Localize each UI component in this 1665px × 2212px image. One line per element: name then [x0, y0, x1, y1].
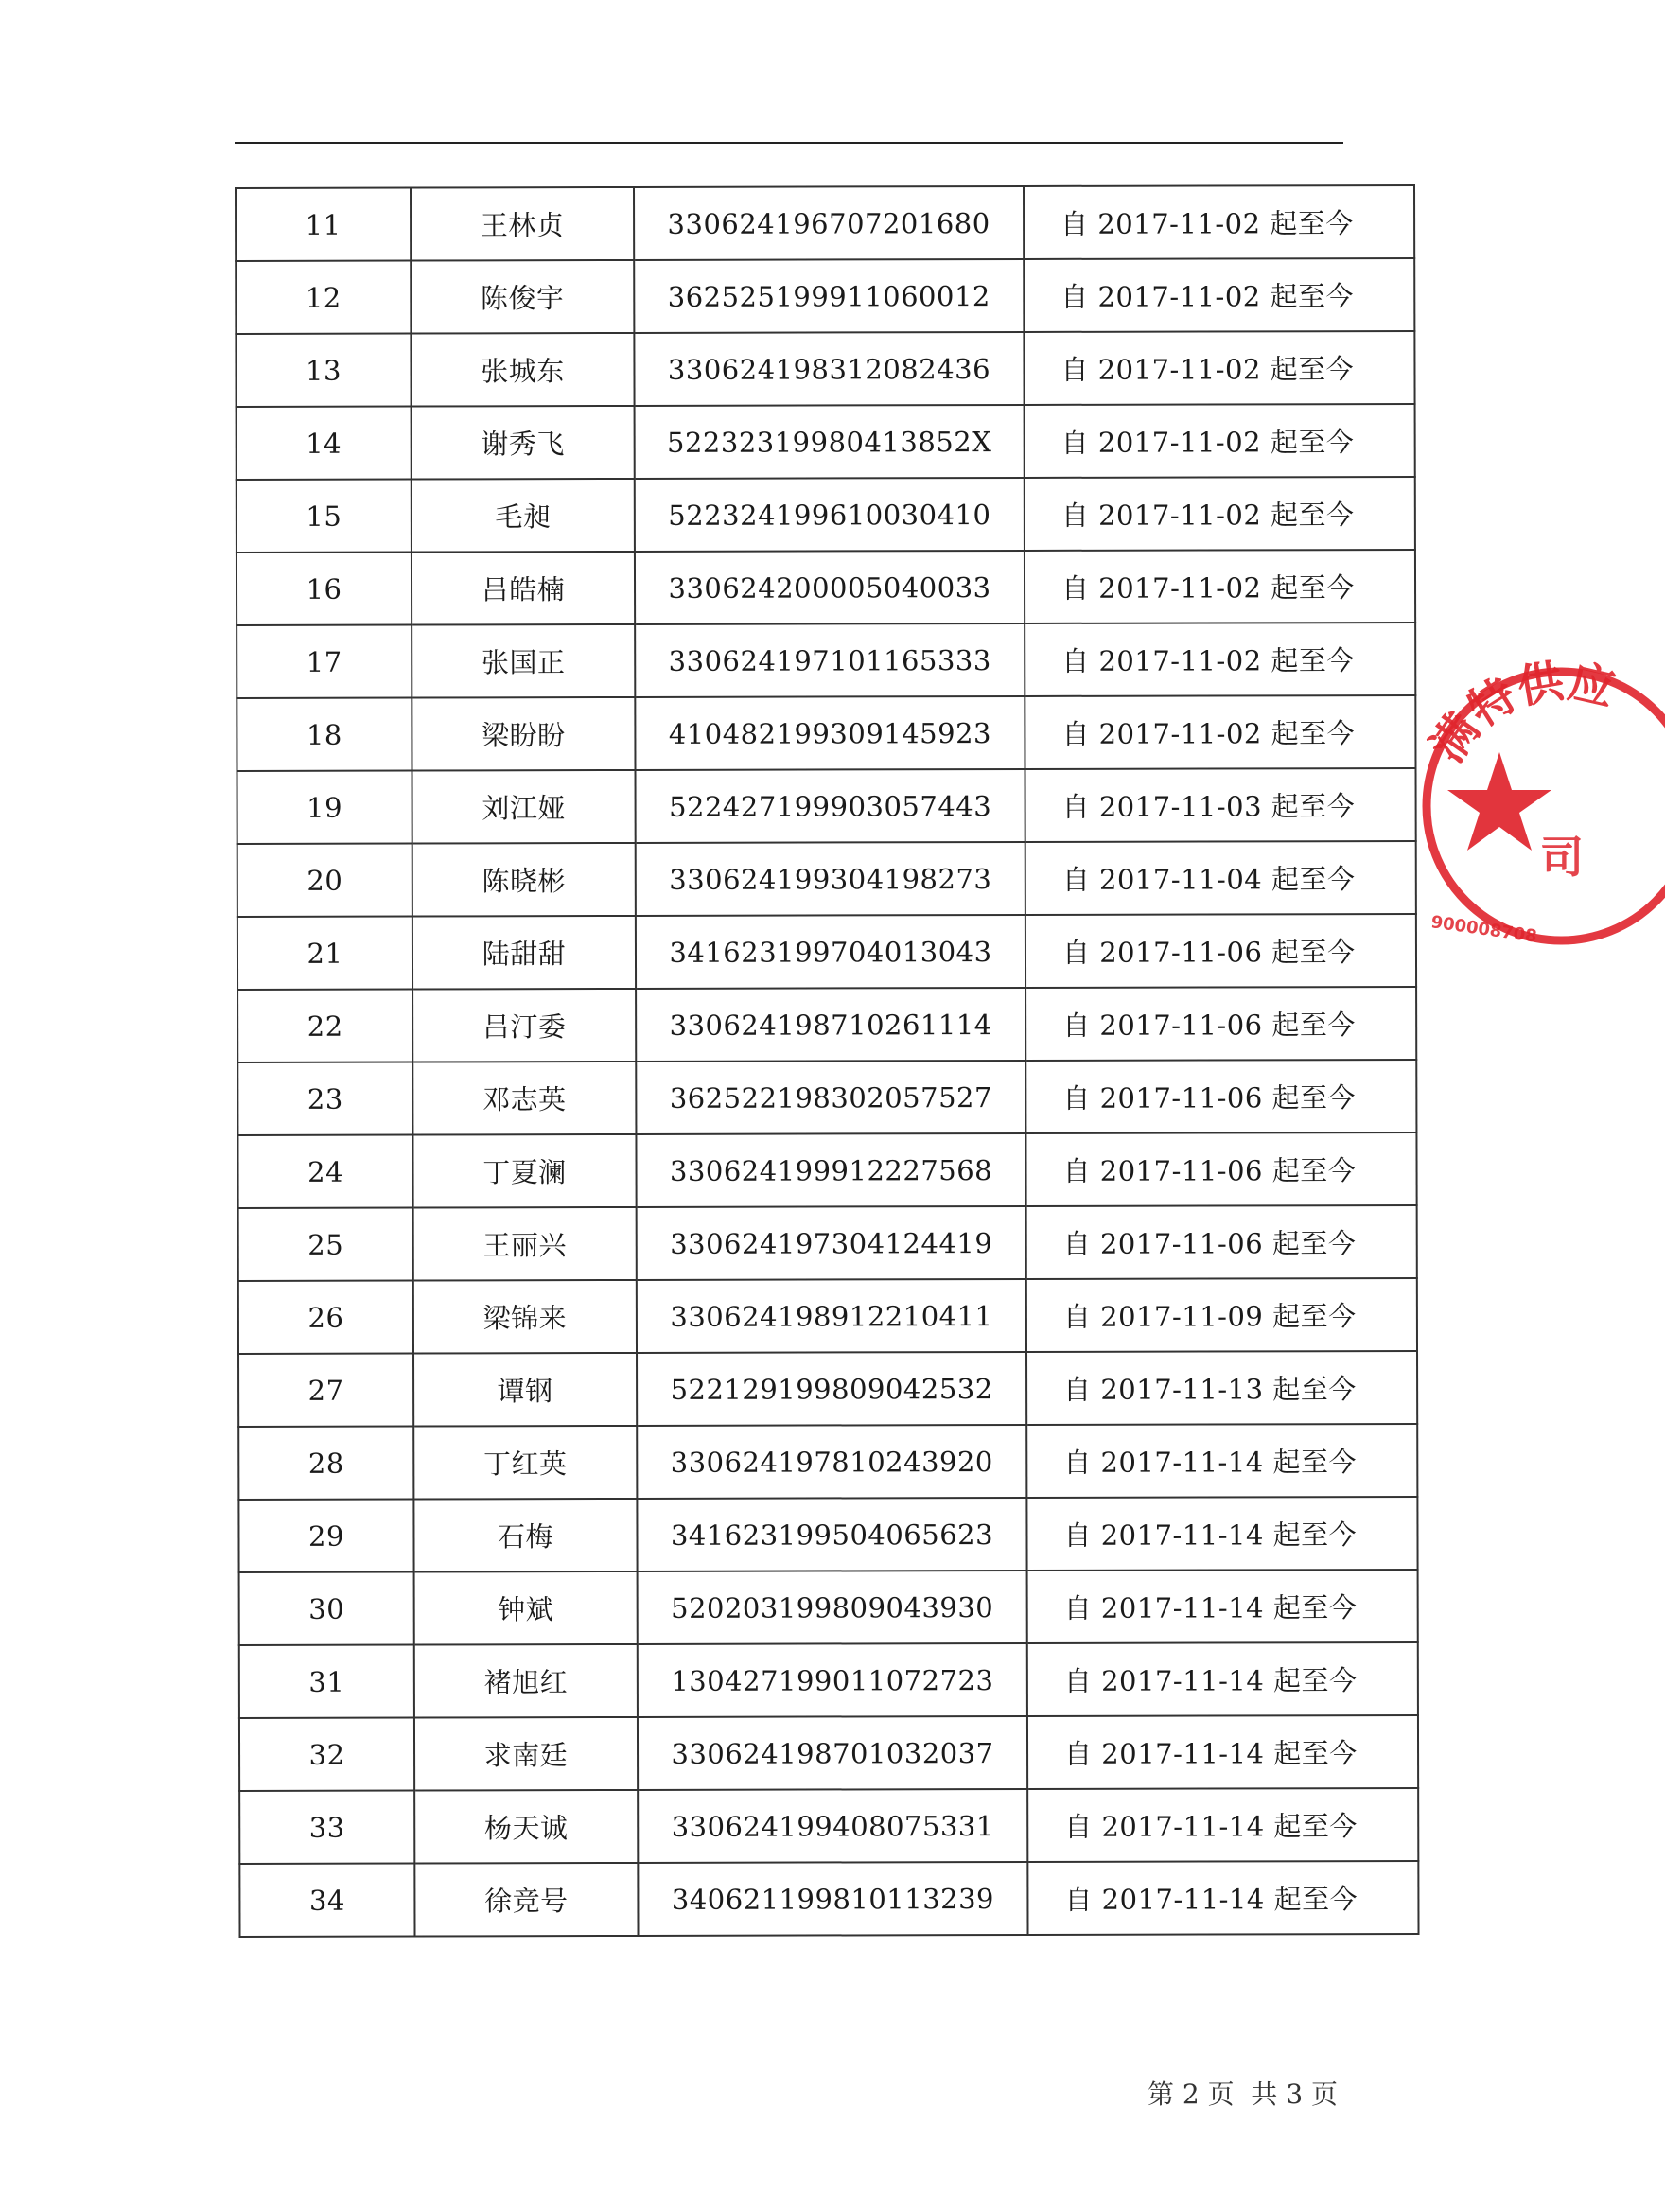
id-number: 330624197304124419: [637, 1206, 1026, 1280]
id-number: 330624198912210411: [637, 1279, 1026, 1353]
header-rule: [235, 142, 1343, 144]
table-row: [237, 987, 1416, 1062]
person-name: 毛昶: [412, 479, 635, 553]
table-row: [238, 1424, 1417, 1500]
employment-period: 自 2017-11-02 起至今: [1024, 185, 1414, 259]
table-row: [237, 1132, 1416, 1208]
table-row: [239, 1715, 1418, 1791]
employment-period: 自 2017-11-06 起至今: [1025, 914, 1416, 988]
id-number: 520203199809043930: [638, 1571, 1027, 1644]
person-name: 徐竞号: [414, 1863, 638, 1937]
employment-period: 自 2017-11-06 起至今: [1025, 987, 1416, 1061]
row-number: 19: [237, 771, 412, 844]
person-name: 谢秀飞: [412, 406, 635, 480]
id-number: 130427199011072723: [638, 1643, 1027, 1717]
row-number: 28: [238, 1427, 413, 1500]
person-name: 张国正: [412, 624, 635, 698]
table-row: [239, 1570, 1418, 1645]
table-row: [237, 1060, 1416, 1135]
employment-period: 自 2017-11-14 起至今: [1027, 1570, 1418, 1643]
employment-period: 自 2017-11-14 起至今: [1026, 1497, 1417, 1571]
row-number: 18: [237, 698, 412, 771]
row-number: 27: [238, 1354, 413, 1427]
table-row: [239, 1861, 1418, 1937]
id-number: 410482199309145923: [635, 696, 1025, 770]
id-number: 330624198710261114: [636, 988, 1025, 1062]
table-row: [237, 477, 1415, 553]
row-number: 25: [238, 1208, 413, 1281]
person-name: 陈晓彬: [412, 843, 636, 917]
id-number: 522324199610030410: [635, 478, 1025, 552]
employment-period: 自 2017-11-02 起至今: [1025, 695, 1415, 769]
seal-text: 满特供应: [1421, 654, 1620, 772]
table-row: [237, 768, 1416, 844]
row-number: 32: [239, 1718, 414, 1791]
employment-period: 自 2017-11-14 起至今: [1027, 1642, 1418, 1716]
employment-period: 自 2017-11-06 起至今: [1025, 1132, 1416, 1206]
person-name: 张城东: [411, 333, 634, 407]
id-number: 330624196707201680: [634, 186, 1024, 260]
id-number: 362525199911060012: [634, 259, 1024, 333]
row-number: 12: [236, 261, 411, 334]
id-number: 330624198701032037: [638, 1716, 1027, 1790]
employment-period: 自 2017-11-02 起至今: [1025, 477, 1415, 551]
id-number: 330624198312082436: [634, 332, 1024, 406]
id-number: 341623199704013043: [636, 915, 1025, 989]
employment-period: 自 2017-11-02 起至今: [1024, 331, 1414, 405]
row-number: 34: [239, 1864, 414, 1937]
table-row: [237, 914, 1416, 990]
row-number: 21: [237, 917, 412, 990]
row-number: 30: [239, 1572, 414, 1645]
personnel-table: [235, 184, 1420, 1938]
employment-period: 自 2017-11-02 起至今: [1025, 404, 1415, 478]
id-number: 522129199809042532: [637, 1352, 1026, 1426]
person-name: 杨天诚: [414, 1790, 638, 1864]
person-name: 钟斌: [414, 1571, 638, 1645]
row-number: 15: [237, 480, 412, 553]
table-row: [237, 841, 1416, 917]
seal-edge-char: 司: [1540, 832, 1584, 883]
employment-period: 自 2017-11-14 起至今: [1027, 1788, 1418, 1862]
id-number: 341623199504065623: [637, 1498, 1026, 1571]
id-number: 52232319980413852X: [635, 405, 1025, 479]
row-number: 14: [237, 407, 412, 480]
table-row: [237, 550, 1415, 625]
person-name: 丁夏澜: [412, 1134, 636, 1208]
company-seal: [1419, 624, 1620, 965]
employment-period: 自 2017-11-14 起至今: [1027, 1715, 1418, 1789]
row-number: 24: [237, 1135, 412, 1208]
table-row: [237, 404, 1415, 480]
personnel-table-body: [236, 185, 1419, 1937]
table-row: [236, 258, 1414, 334]
id-number: 330624199408075331: [638, 1789, 1027, 1863]
table-row: [237, 623, 1415, 698]
person-name: 求南廷: [414, 1717, 638, 1791]
id-number: 330624197101165333: [635, 623, 1025, 697]
employment-period: 自 2017-11-04 起至今: [1025, 841, 1416, 915]
id-number: 330624199912227568: [636, 1133, 1025, 1207]
seal-graphic: [1419, 624, 1665, 965]
row-number: 11: [236, 188, 411, 261]
person-name: 吕皓楠: [412, 552, 635, 625]
person-name: 刘江娅: [412, 770, 636, 844]
table-row: [237, 695, 1415, 771]
employment-period: 自 2017-11-02 起至今: [1025, 623, 1415, 696]
person-name: 邓志英: [412, 1062, 636, 1135]
row-number: 33: [239, 1791, 414, 1864]
person-name: 梁盼盼: [412, 697, 635, 771]
row-number: 23: [237, 1062, 412, 1135]
person-name: 褚旭红: [414, 1644, 638, 1718]
id-number: 330624200005040033: [635, 551, 1025, 624]
employment-period: 自 2017-11-06 起至今: [1026, 1205, 1417, 1279]
person-name: 梁锦来: [413, 1280, 637, 1354]
person-name: 谭钢: [413, 1353, 637, 1427]
employment-period: 自 2017-11-02 起至今: [1024, 258, 1414, 332]
id-number: 330624197810243920: [637, 1425, 1026, 1499]
row-number: 22: [237, 990, 412, 1062]
row-number: 16: [237, 553, 412, 625]
table-row: [239, 1788, 1418, 1864]
person-name: 丁红英: [413, 1426, 637, 1500]
table-row: [239, 1642, 1418, 1718]
id-number: 522427199903057443: [636, 769, 1025, 843]
table-row: [236, 331, 1414, 407]
id-number: 340621199810113239: [638, 1862, 1027, 1936]
table-row: [238, 1351, 1417, 1427]
row-number: 26: [238, 1281, 413, 1354]
row-number: 31: [239, 1645, 414, 1718]
row-number: 13: [236, 334, 411, 407]
person-name: 吕汀委: [412, 989, 636, 1062]
person-name: 石梅: [413, 1499, 637, 1572]
row-number: 17: [237, 625, 412, 698]
table-row: [238, 1497, 1417, 1572]
employment-period: 自 2017-11-14 起至今: [1026, 1424, 1417, 1498]
person-name: 陆甜甜: [412, 916, 636, 990]
table-row: [238, 1278, 1417, 1354]
table-row: [236, 185, 1414, 261]
page-footer: 第 2 页 共 3 页: [1148, 2079, 1339, 2110]
id-number: 330624199304198273: [636, 842, 1025, 916]
seal-number: 900008708: [1429, 912, 1538, 947]
employment-period: 自 2017-11-02 起至今: [1025, 550, 1415, 623]
row-number: 20: [237, 844, 412, 917]
row-number: 29: [238, 1500, 413, 1572]
person-name: 王林贞: [411, 187, 634, 261]
person-name: 王丽兴: [413, 1207, 637, 1281]
employment-period: 自 2017-11-03 起至今: [1025, 768, 1416, 842]
id-number: 362522198302057527: [636, 1061, 1025, 1134]
table-row: [238, 1205, 1417, 1281]
employment-period: 自 2017-11-09 起至今: [1026, 1278, 1417, 1352]
person-name: 陈俊宇: [411, 260, 634, 334]
employment-period: 自 2017-11-13 起至今: [1026, 1351, 1417, 1425]
employment-period: 自 2017-11-06 起至今: [1025, 1060, 1416, 1133]
employment-period: 自 2017-11-14 起至今: [1027, 1861, 1418, 1935]
